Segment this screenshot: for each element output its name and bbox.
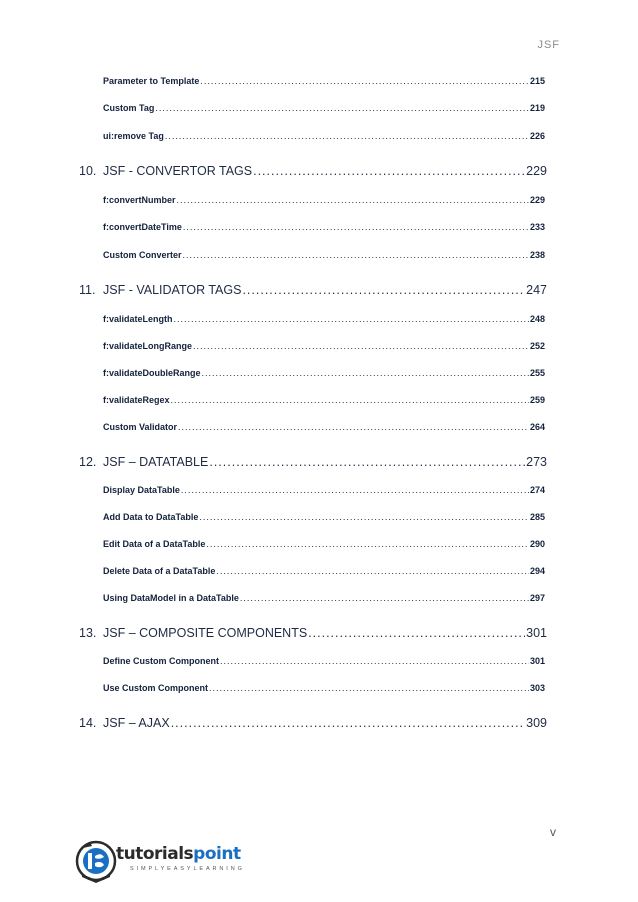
dot-leader bbox=[202, 368, 529, 378]
chapter-page: 273 bbox=[526, 455, 547, 469]
toc-entry[interactable] bbox=[103, 422, 545, 432]
chapter-number: 12. bbox=[79, 455, 97, 469]
toc-entry[interactable] bbox=[103, 566, 545, 576]
toc-entry-page: 294 bbox=[529, 566, 545, 576]
toc-entry-page: 229 bbox=[529, 195, 545, 205]
toc-entry-label: f:validateLongRange bbox=[103, 341, 193, 351]
toc-entry[interactable] bbox=[103, 222, 545, 232]
chapter-title: JSF - CONVERTOR TAGS bbox=[103, 164, 253, 178]
dot-leader bbox=[174, 314, 529, 324]
toc-entry[interactable] bbox=[103, 76, 545, 86]
dot-leader bbox=[165, 131, 529, 141]
dot-leader bbox=[200, 76, 529, 86]
toc-entry-label: Display DataTable bbox=[103, 485, 180, 495]
dot-leader bbox=[253, 164, 525, 178]
toc-entry-page: 297 bbox=[529, 593, 545, 603]
toc-entry-label: Custom Tag bbox=[103, 103, 155, 113]
toc-entry-page: 215 bbox=[529, 76, 545, 86]
dot-leader bbox=[171, 716, 525, 730]
toc-entry[interactable] bbox=[103, 341, 545, 351]
chapter-title: JSF – COMPOSITE COMPONENTS bbox=[103, 626, 308, 640]
dot-leader bbox=[242, 283, 525, 297]
toc-entry-label: Delete Data of a DataTable bbox=[103, 566, 216, 576]
toc-chapter[interactable] bbox=[79, 455, 547, 469]
toc-entry-label: ui:remove Tag bbox=[103, 131, 164, 141]
toc-entry-page: 255 bbox=[529, 368, 545, 378]
dot-leader bbox=[220, 656, 529, 666]
chapter-number: 14. bbox=[79, 716, 97, 730]
toc-entry-page: 303 bbox=[529, 683, 545, 693]
toc-entry-page: 290 bbox=[529, 539, 545, 549]
logo-wordmark: tutorialspoint bbox=[116, 844, 241, 864]
logo-icon bbox=[74, 836, 118, 886]
toc-entry-page: 285 bbox=[529, 512, 545, 522]
toc-entry-page: 248 bbox=[529, 314, 545, 324]
tutorialspoint-logo bbox=[74, 836, 264, 886]
toc-entry[interactable] bbox=[103, 195, 545, 205]
dot-leader bbox=[183, 222, 529, 232]
toc-entry[interactable] bbox=[103, 103, 545, 113]
toc-entry-label: Define Custom Component bbox=[103, 656, 219, 666]
dot-leader bbox=[199, 512, 529, 522]
dot-leader bbox=[155, 103, 529, 113]
dot-leader bbox=[181, 485, 529, 495]
chapter-number: 10. bbox=[79, 164, 97, 178]
toc-entry-label: f:validateRegex bbox=[103, 395, 170, 405]
dot-leader bbox=[183, 250, 529, 260]
toc-entry-page: 238 bbox=[529, 250, 545, 260]
toc-entry[interactable] bbox=[103, 512, 545, 522]
toc-entry-label: Edit Data of a DataTable bbox=[103, 539, 206, 549]
chapter-title: JSF – DATATABLE bbox=[103, 455, 209, 469]
toc-entry-label: f:convertNumber bbox=[103, 195, 176, 205]
toc-entry-label: Parameter to Template bbox=[103, 76, 200, 86]
dot-leader bbox=[209, 683, 529, 693]
toc-chapter[interactable] bbox=[79, 164, 547, 178]
dot-leader bbox=[216, 566, 529, 576]
chapter-number: 11. bbox=[79, 283, 96, 297]
toc-entry-label: f:validateDoubleRange bbox=[103, 368, 201, 378]
dot-leader bbox=[240, 593, 529, 603]
chapter-title: JSF – AJAX bbox=[103, 716, 170, 730]
chapter-page: 301 bbox=[526, 626, 547, 640]
toc-entry[interactable] bbox=[103, 368, 545, 378]
toc-entry[interactable] bbox=[103, 485, 545, 495]
dot-leader bbox=[209, 455, 525, 469]
chapter-page: 229 bbox=[526, 164, 547, 178]
toc-entry[interactable] bbox=[103, 314, 545, 324]
toc-entry[interactable] bbox=[103, 250, 545, 260]
dot-leader bbox=[206, 539, 529, 549]
dot-leader bbox=[177, 195, 529, 205]
toc-entry-label: f:validateLength bbox=[103, 314, 173, 324]
toc-entry-page: 301 bbox=[529, 656, 545, 666]
chapter-page: 247 bbox=[526, 283, 547, 297]
toc-entry-page: 264 bbox=[529, 422, 545, 432]
toc-entry-label: Using DataModel in a DataTable bbox=[103, 593, 239, 603]
toc-entry-page: 274 bbox=[529, 485, 545, 495]
chapter-title: JSF - VALIDATOR TAGS bbox=[103, 283, 242, 297]
dot-leader bbox=[171, 395, 529, 405]
toc-entry-label: Custom Converter bbox=[103, 250, 182, 260]
dot-leader bbox=[308, 626, 525, 640]
toc-entry[interactable] bbox=[103, 539, 545, 549]
page-number: v bbox=[550, 825, 556, 839]
toc-entry[interactable] bbox=[103, 395, 545, 405]
toc-entry[interactable] bbox=[103, 131, 545, 141]
chapter-page: 309 bbox=[526, 716, 547, 730]
toc-entry[interactable] bbox=[103, 593, 545, 603]
toc-entry-page: 226 bbox=[529, 131, 545, 141]
toc-entry-label: Custom Validator bbox=[103, 422, 178, 432]
dot-leader bbox=[193, 341, 529, 351]
toc-entry-page: 252 bbox=[529, 341, 545, 351]
toc-entry-label: Use Custom Component bbox=[103, 683, 209, 693]
toc-entry-page: 219 bbox=[529, 103, 545, 113]
dot-leader bbox=[178, 422, 529, 432]
toc-entry[interactable] bbox=[103, 683, 545, 693]
running-header: JSF bbox=[537, 39, 560, 51]
toc-chapter[interactable] bbox=[79, 716, 547, 730]
toc-chapter[interactable] bbox=[79, 283, 547, 297]
toc-entry-label: Add Data to DataTable bbox=[103, 512, 199, 522]
toc-entry-label: f:convertDateTime bbox=[103, 222, 182, 232]
toc-entry-page: 259 bbox=[529, 395, 545, 405]
logo-tagline: SIMPLYEASYLEARNING bbox=[130, 866, 245, 872]
toc-entry[interactable] bbox=[103, 656, 545, 666]
toc-chapter[interactable] bbox=[79, 626, 547, 640]
chapter-number: 13. bbox=[79, 626, 97, 640]
toc-entry-page: 233 bbox=[529, 222, 545, 232]
